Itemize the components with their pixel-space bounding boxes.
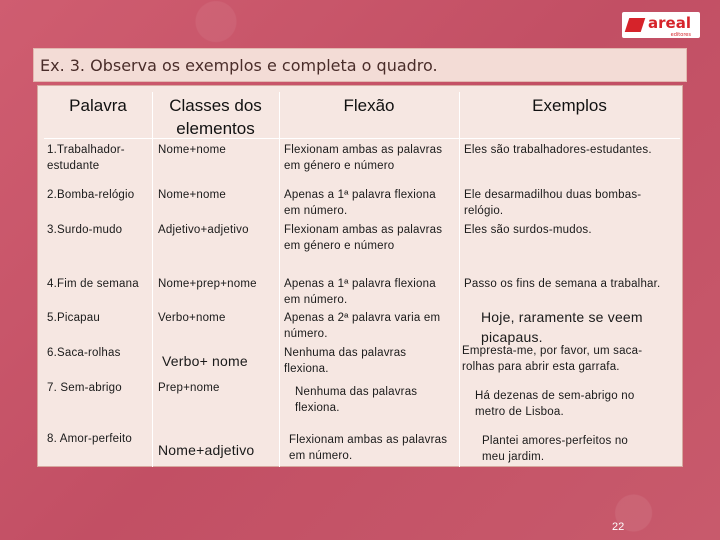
row6-flexao-line2: flexiona. [284,363,329,375]
row7-palavra: 7. Sem-abrigo [47,382,122,394]
row8-flexao-line1: Flexionam ambas as palavras [289,434,448,446]
row3-classes: Adjetivo+adjetivo [158,224,249,236]
row3-flexao-line1: Flexionam ambas as palavras [284,224,443,236]
row1-flexao-line1: Flexionam ambas as palavras [284,144,443,156]
row5-classes: Verbo+nome [158,312,226,324]
row7-flexao-line2: flexiona. [295,402,340,414]
row7-exemplo-line2: metro de Lisboa. [475,406,564,418]
row1-palavra-line2: estudante [47,160,100,172]
row8-classes: Nome+adjetivo [158,442,255,458]
row4-classes: Nome+prep+nome [158,278,257,290]
row5-palavra: 5.Picapau [47,312,100,324]
row8-palavra: 8. Amor-perfeito [47,433,133,445]
header-classes-line1: Classes dos [169,96,262,115]
compound-words-table [44,92,680,467]
row2-palavra: 2.Bomba-relógio [47,189,135,201]
row2-flexao-line1: Apenas a 1ª palavra flexiona [284,189,436,201]
header-flexao: Flexão [343,96,395,115]
row3-flexao-line2: em género e número [284,240,395,252]
row6-palavra: 6.Saca-rolhas [47,347,121,359]
row6-exemplo-line2: rolhas para abrir esta garrafa. [462,361,620,373]
exercise-title-bar [33,48,687,82]
row2-exemplo-line1: Ele desarmadilhou duas bombas- [464,189,642,201]
column-divider [152,92,153,467]
logo-icon [626,16,644,34]
header-exemplos: Exemplos [532,96,607,115]
row2-exemplo-line2: relógio. [464,205,504,217]
row1-classes: Nome+nome [158,144,226,156]
header-classes-line2: elementos [176,119,255,138]
row1-palavra-line1: 1.Trabalhador- [47,144,125,156]
row1-exemplo: Eles são trabalhadores-estudantes. [464,144,652,156]
row4-flexao-line1: Apenas a 1ª palavra flexiona [284,278,436,290]
row7-flexao-line1: Nenhuma das palavras [295,386,418,398]
row5-exemplo-line1: Hoje, raramente se veem [481,309,643,325]
row3-palavra: 3.Surdo-mudo [47,224,123,236]
row6-classes: Verbo+ nome [162,353,248,369]
row-divider [44,138,680,139]
row7-exemplo-line1: Há dezenas de sem-abrigo no [475,390,635,402]
row5-flexao-line2: número. [284,328,328,340]
row1-flexao-line2: em género e número [284,160,395,172]
row4-palavra: 4.Fim de semana [47,278,139,290]
row3-exemplo: Eles são surdos-mudos. [464,224,592,236]
row8-exemplo-line2: meu jardim. [482,451,545,463]
row8-flexao-line2: em número. [289,450,353,462]
row7-classes: Prep+nome [158,382,220,394]
page-number: 22 [612,521,625,533]
row8-exemplo-line1: Plantei amores-perfeitos no [482,435,629,447]
row6-exemplo-line1: Empresta-me, por favor, um saca- [462,345,643,357]
logo-wordmark: areal editores [648,13,691,38]
row2-classes: Nome+nome [158,189,226,201]
row5-exemplo-line2: picapaus. [481,329,543,345]
row4-flexao-line2: em número. [284,294,348,306]
row4-exemplo: Passo os fins de semana a trabalhar. [464,278,661,290]
exercise-title: Ex. 3. Observa os exemplos e completa o quadro. [40,56,438,75]
publisher-logo [622,12,700,38]
column-divider [459,92,460,467]
header-palavra: Palavra [69,96,127,115]
row6-flexao-line1: Nenhuma das palavras [284,347,407,359]
column-divider [279,92,280,467]
row5-flexao-line1: Apenas a 2ª palavra varia em [284,312,441,324]
row2-flexao-line2: em número. [284,205,348,217]
